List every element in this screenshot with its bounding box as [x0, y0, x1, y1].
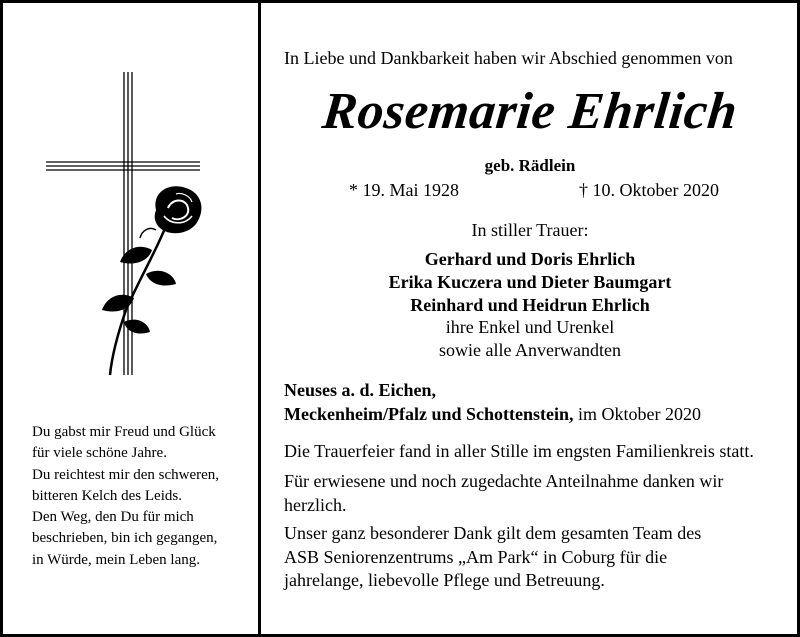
family-list: [264, 248, 796, 362]
cross-and-rose-icon: [44, 70, 214, 390]
poem-line: beschrieben, bin ich gegangen,: [32, 530, 218, 547]
notice-date: im Oktober 2020: [578, 404, 701, 424]
poem-line: Du reichtest mir den schweren,: [32, 466, 220, 483]
place-line: Meckenheim/Pfalz und Schottenstein,: [284, 404, 574, 424]
paragraph-line: Unser ganz besonderer Dank gilt dem gesamten Team des: [284, 523, 702, 543]
poem: [32, 422, 254, 571]
right-column: [264, 0, 796, 637]
poem-line: Du gabst mir Freud und Glück: [32, 424, 216, 440]
funeral-paragraph: [284, 440, 789, 464]
place-line: Neuses a. d. Eichen,: [284, 380, 437, 400]
paragraph-line: Die Trauerfeier fand in aller Stille im engsten Familienkreis statt.: [284, 441, 754, 461]
maiden-name: geb. Rädlein: [484, 156, 576, 175]
family-member: Gerhard und Doris Ehrlich: [424, 249, 636, 269]
place-and-date: [284, 378, 701, 426]
paragraph-line: herzlich.: [284, 494, 347, 515]
left-column: [4, 4, 256, 633]
death-date: † 10. Oktober 2020: [579, 180, 719, 200]
intro-text: In Liebe und Dankbarkeit haben wir Abschied genommen von: [284, 48, 733, 68]
relatives-line: ihre Enkel und Urenkel: [445, 317, 615, 338]
family-member: Erika Kuczera und Dieter Baumgart: [388, 271, 672, 292]
poem-line: für viele schöne Jahre.: [32, 445, 167, 462]
poem-line: bitteren Kelch des Leids.: [32, 487, 182, 504]
paragraph-line: Für erwiesene und noch zugedachte Anteilnahme danken wir: [284, 471, 724, 491]
column-divider: [258, 0, 261, 637]
special-thanks-paragraph: [284, 522, 789, 593]
thanks-paragraph: [284, 470, 789, 517]
deceased-name: Rosemarie Ehrlich: [319, 83, 741, 140]
paragraph-line: ASB Seniorenzentrums „Am Park“ in Coburg für die: [284, 546, 668, 567]
paragraph-line: jahrelange, liebevolle Pflege und Betreuung.: [284, 570, 605, 590]
birth-date: * 19. Mai 1928: [349, 180, 459, 200]
poem-line: in Würde, mein Leben lang.: [32, 551, 201, 568]
relatives-line: sowie alle Anverwandten: [439, 340, 621, 361]
family-member: Reinhard und Heidrun Ehrlich: [410, 294, 650, 315]
mourning-heading: In stiller Trauer:: [471, 220, 589, 240]
poem-line: Den Weg, den Du für mich: [32, 509, 194, 526]
